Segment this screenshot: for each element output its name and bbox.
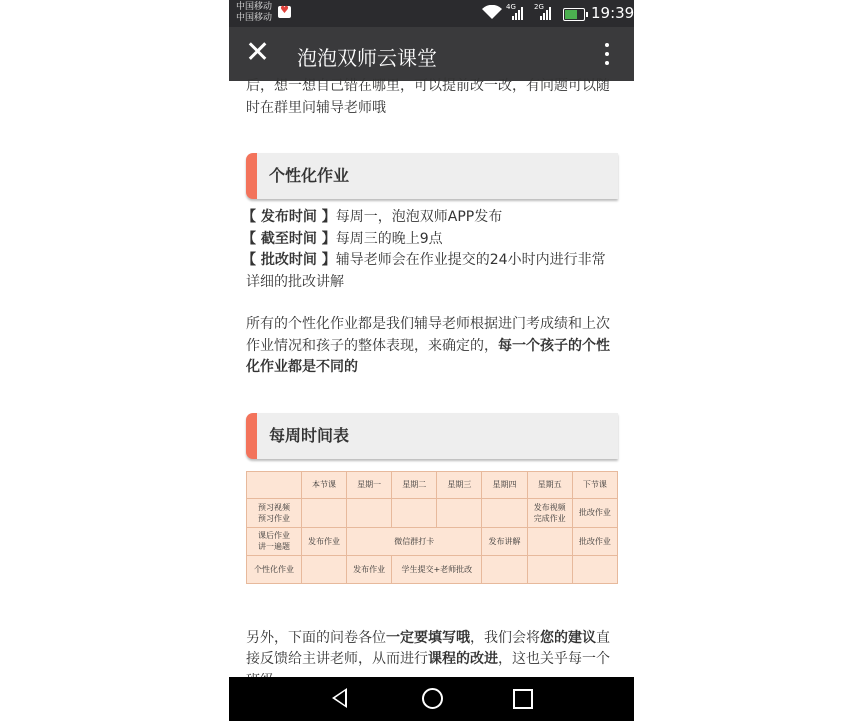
table-cell: 批改作业: [572, 527, 617, 555]
table-row: [247, 498, 618, 527]
survey-text: 直接反馈给主讲老师，从而进行: [246, 629, 610, 667]
table-cell: [482, 498, 527, 527]
article-content: [242, 78, 618, 692]
survey-emphasis: 课程的改进: [428, 651, 498, 667]
table-cell: [482, 555, 527, 583]
table-header-cell: 星期四: [482, 471, 527, 498]
table-header-cell: [247, 471, 302, 498]
status-time: 19:39: [591, 4, 634, 22]
review-time-line: [242, 250, 618, 293]
review-time-value: 辅导老师会在作业提交的24小时内进行非常详细的批改讲解: [246, 252, 606, 290]
table-cell: 课后作业 讲一遍题: [247, 527, 302, 555]
section-header-homework: [246, 153, 618, 199]
signal-icon-1: [506, 5, 526, 20]
battery-icon: [563, 8, 585, 21]
heart-app-icon: ♥: [278, 6, 291, 18]
homework-emphasis: 每一个孩子的个性化作业都是不同的: [246, 337, 610, 375]
table-header-cell: 星期一: [347, 471, 392, 498]
network-type-1: 4G: [506, 3, 516, 11]
table-cell: [392, 498, 437, 527]
status-bar: [229, 0, 634, 27]
table-header-row: [247, 471, 618, 498]
table-header-cell: 星期二: [392, 471, 437, 498]
table-header-cell: 本节课: [301, 471, 346, 498]
deadline-label: 【 截至时间 】: [242, 230, 336, 247]
publish-time-line: [242, 207, 618, 229]
survey-emphasis: 一定要填写哦: [386, 629, 470, 646]
table-cell: [301, 498, 346, 527]
survey-text: ，我们会将: [470, 629, 540, 646]
homework-text: 所有的个性化作业都是我们辅导老师根据进门考成绩和上次作业情况和孩子的整体表现，来确定的，: [246, 316, 610, 354]
table-cell: 微信群打卡: [347, 527, 482, 555]
title-bar: [229, 27, 634, 81]
publish-time-label: 【 发布时间 】: [242, 209, 336, 225]
carrier-label: [236, 2, 272, 24]
survey-emphasis: 您的建议: [540, 629, 596, 646]
survey-text: 另外，下面的问卷各位: [246, 629, 386, 646]
table-cell: 个性化作业: [247, 555, 302, 583]
table-cell: [301, 555, 346, 583]
close-icon[interactable]: ✕: [245, 35, 271, 70]
table-cell: [527, 555, 572, 583]
section-title-schedule: 每周时间表: [269, 425, 350, 445]
table-cell: 预习视频 预习作业: [247, 498, 302, 527]
intro-paragraph: 后，想一想自己错在哪里，可以提前改一改，有问题可以随时在群里问辅导老师哦: [246, 78, 610, 116]
recent-apps-square-icon[interactable]: [513, 689, 533, 709]
table-cell: 学生提交+老师批改: [392, 555, 482, 583]
table-row: [247, 527, 618, 555]
deadline-line: [242, 229, 618, 251]
review-time-label: 【 批改时间 】: [242, 252, 336, 268]
more-vertical-icon[interactable]: [597, 40, 617, 68]
table-cell: [347, 498, 392, 527]
table-cell: 批改作业: [572, 498, 617, 527]
publish-time-value: 每周一，泡泡双师APP发布: [335, 209, 503, 225]
wifi-icon: [482, 5, 502, 24]
section-header-schedule: [246, 413, 618, 459]
table-row: [247, 555, 618, 583]
table-header-cell: 下节课: [572, 471, 617, 498]
table-header-cell: 星期三: [437, 471, 482, 498]
survey-text: ，这也关乎每一个: [498, 651, 610, 667]
weekly-schedule-table: [246, 471, 618, 584]
table-cell: 发布作业: [301, 527, 346, 555]
home-circle-icon[interactable]: [422, 688, 443, 709]
table-cell: 发布作业: [347, 555, 392, 583]
table-cell: 发布视频 完成作业: [527, 498, 572, 527]
carrier-1: 中国移动: [236, 2, 273, 12]
signal-icon-2: [534, 5, 554, 20]
homework-paragraph: [246, 314, 618, 379]
back-triangle-icon[interactable]: [332, 688, 347, 708]
table-cell: [437, 498, 482, 527]
table-cell: 发布讲解: [482, 527, 527, 555]
section-title-homework: 个性化作业: [269, 166, 350, 185]
page-title: 泡泡双师云课堂: [297, 46, 437, 70]
deadline-value: 每周三的晚上9点: [335, 230, 443, 247]
table-cell: [527, 527, 572, 555]
table-header-cell: 星期五: [527, 471, 572, 498]
network-type-2: 2G: [534, 3, 544, 11]
carrier-2: 中国移动: [236, 13, 273, 23]
phone-screen: [229, 0, 634, 721]
navigation-bar: [229, 677, 634, 721]
table-cell: [572, 555, 617, 583]
